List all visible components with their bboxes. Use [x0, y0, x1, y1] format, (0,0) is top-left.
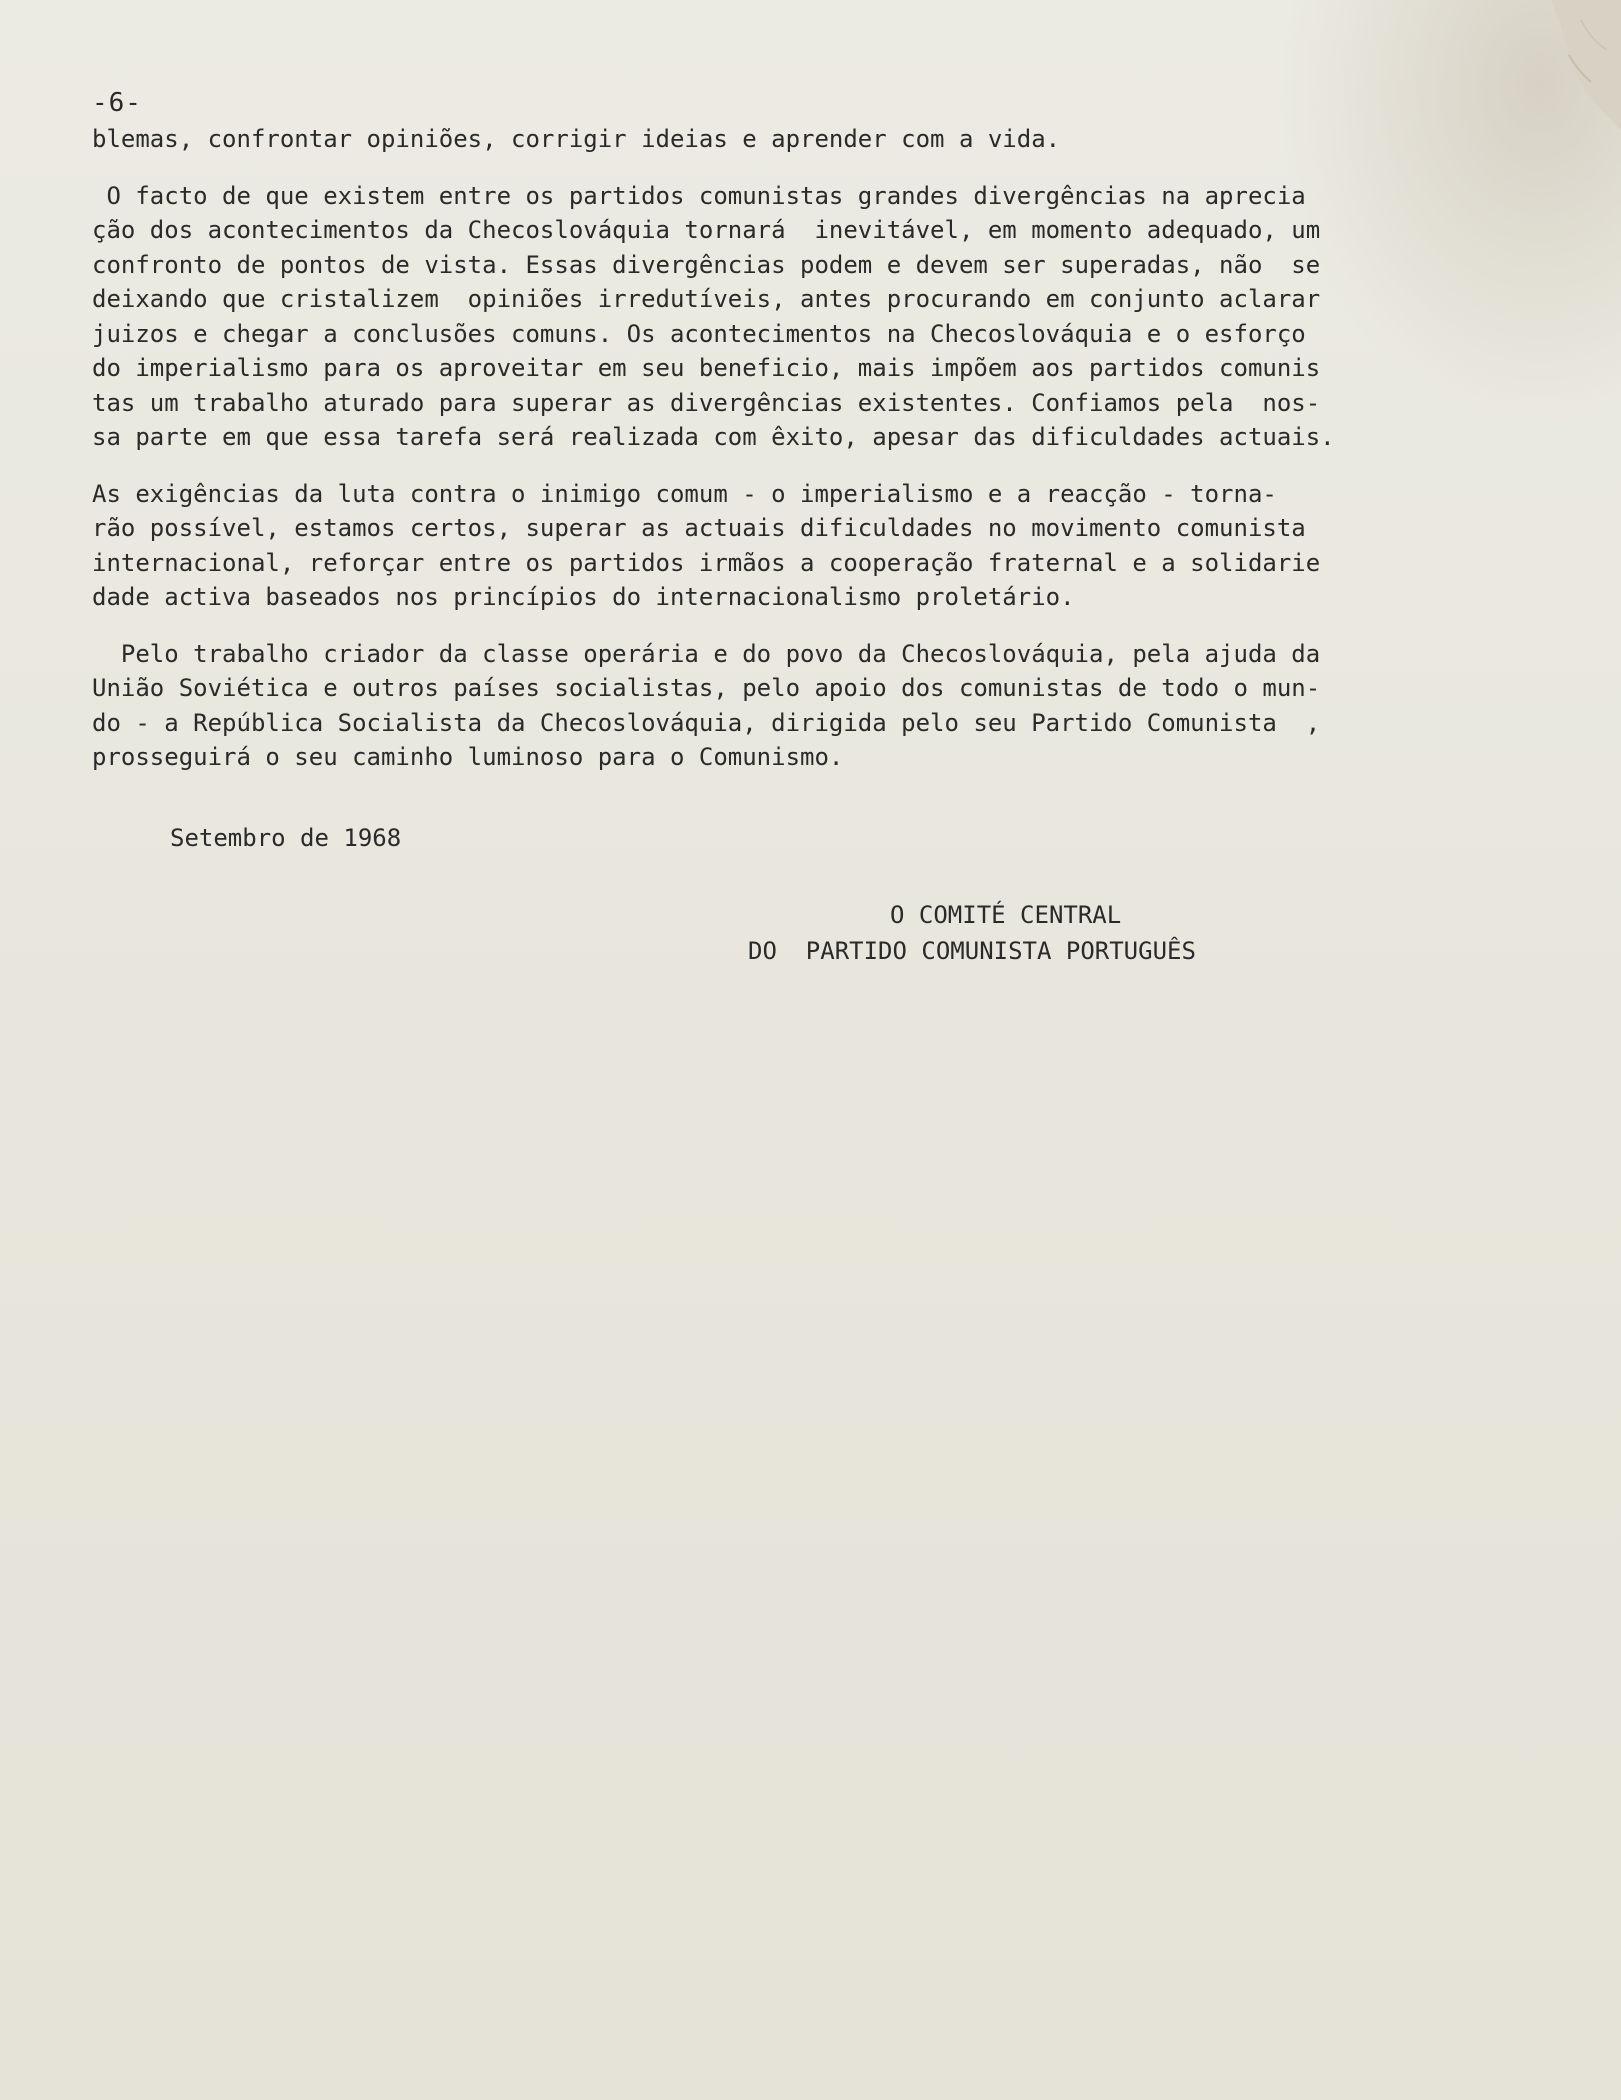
text-line: tas um trabalho aturado para superar as divergências existentes. Confiamos pela nos- [92, 388, 1321, 417]
text-line: União Soviética e outros países socialistas, pelo apoio dos comunistas de todo o mun- [92, 674, 1321, 702]
text-line: Pelo trabalho criador da classe operária e do povo da Checoslováquia, pela ajuda da [92, 639, 1321, 668]
signature-line-1: O COMITÉ CENTRAL [890, 901, 1122, 929]
text-line: As exigências da luta contra o inimigo comum - o imperialismo e a reacção - torna- [92, 479, 1277, 508]
text-line: deixando que cristalizem opiniões irredutíveis, antes procurando em conjunto aclarar [92, 285, 1321, 313]
letter-body [92, 122, 1442, 775]
torn-corner [1511, 0, 1621, 130]
text-line: rão possível, estamos certos, superar as actuais dificuldades no movimento comunista [92, 514, 1306, 542]
text-line: confronto de pontos de vista. Essas divergências podem e devem ser superadas, não se [92, 250, 1321, 279]
paragraph-4 [92, 637, 1442, 775]
text-line: do - a República Socialista da Checoslováquia, dirigida pelo seu Partido Comunista , [92, 708, 1321, 737]
paragraph-3 [92, 477, 1442, 615]
text-line: ção dos acontecimentos da Checoslováquia tornará inevitável, em momento adequado, um [92, 216, 1321, 244]
text-line: O facto de que existem entre os partidos comunistas grandes divergências na aprecia [92, 181, 1306, 210]
paragraph-2 [92, 179, 1442, 455]
text-line: blemas, confrontar opiniões, corrigir ideias e aprender com a vida. [92, 125, 1061, 153]
page-number: -6- [92, 88, 142, 118]
paragraph-1 [92, 122, 1442, 157]
text-line: juizos e chegar a conclusões comuns. Os acontecimentos na Checoslováquia e o esforço [92, 319, 1306, 348]
signature-block [748, 897, 1196, 969]
signature-line-2: DO PARTIDO COMUNISTA PORTUGUÊS [748, 937, 1196, 965]
text-line: internacional, reforçar entre os partidos irmãos a cooperação fraternal e a solidarie [92, 548, 1321, 577]
text-line: dade activa baseados nos princípios do internacionalismo proletário. [92, 583, 1075, 611]
date-line: Setembro de 1968 [170, 824, 402, 852]
text-line: do imperialismo para os aproveitar em seu beneficio, mais impõem aos partidos comunis [92, 354, 1321, 382]
text-line: prosseguirá o seu caminho luminoso para o Comunismo. [92, 743, 844, 771]
text-line: sa parte em que essa tarefa será realizada com êxito, apesar das dificuldades actuais. [92, 423, 1335, 451]
